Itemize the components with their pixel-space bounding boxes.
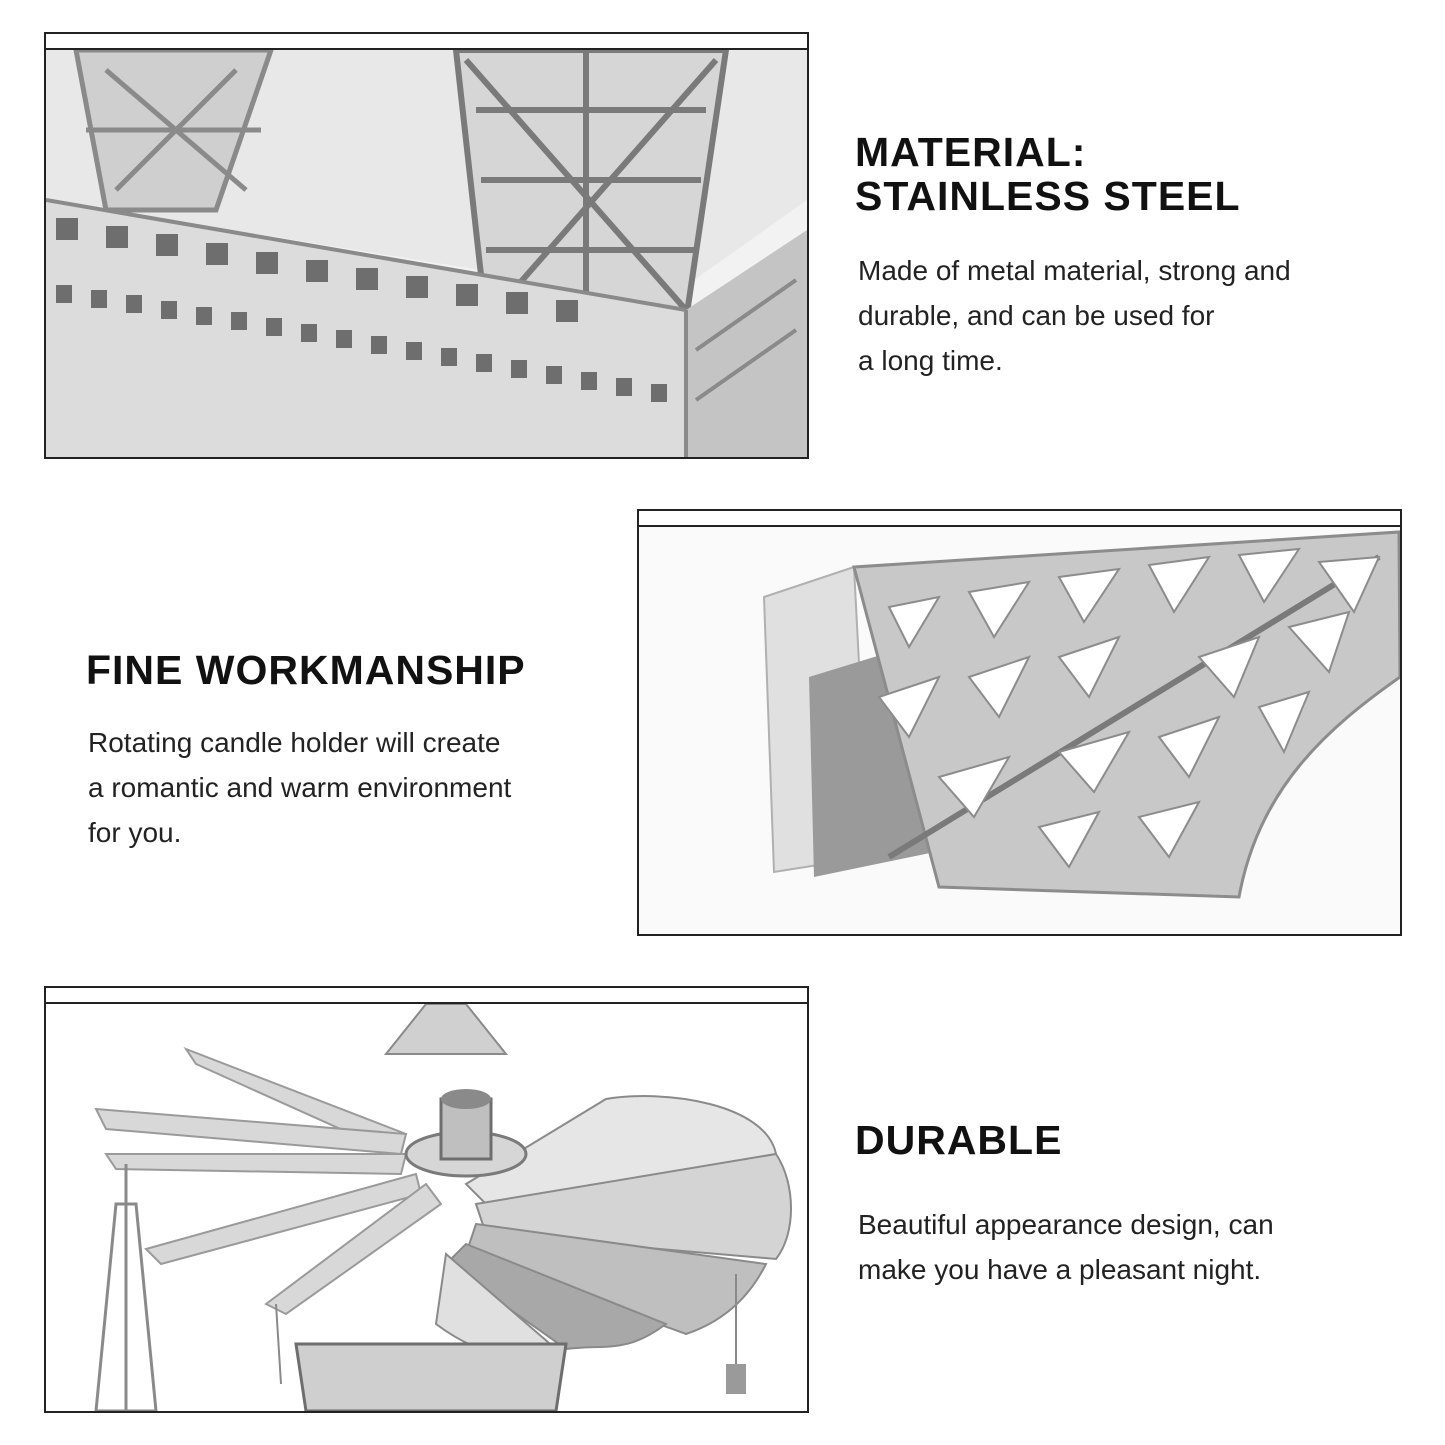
rotating-candle-holder-photo [46, 1004, 807, 1411]
photo-frame-top-bar [639, 511, 1400, 527]
material-description: Made of metal material, strong and durable, and can be used for a long time. [858, 255, 1291, 376]
durable-heading: DURABLE [855, 1117, 1063, 1163]
material-heading: MATERIAL: STAINLESS STEEL [855, 129, 1241, 219]
durable-description: Beautiful appearance design, can make you have a pleasant night. [858, 1209, 1274, 1285]
eiffel-tower-base-closeup-photo [46, 50, 807, 457]
tower-leg-lattice-closeup-photo [639, 527, 1400, 934]
photo-frame-top-bar [46, 988, 807, 1004]
product-photo-frame-3 [44, 986, 809, 1413]
product-photo-frame-1 [44, 32, 809, 459]
workmanship-heading: FINE WORKMANSHIP [86, 647, 526, 693]
workmanship-description: Rotating candle holder will create a romantic and warm environment for you. [88, 727, 512, 848]
photo-frame-top-bar [46, 34, 807, 50]
product-photo-frame-2 [637, 509, 1402, 936]
